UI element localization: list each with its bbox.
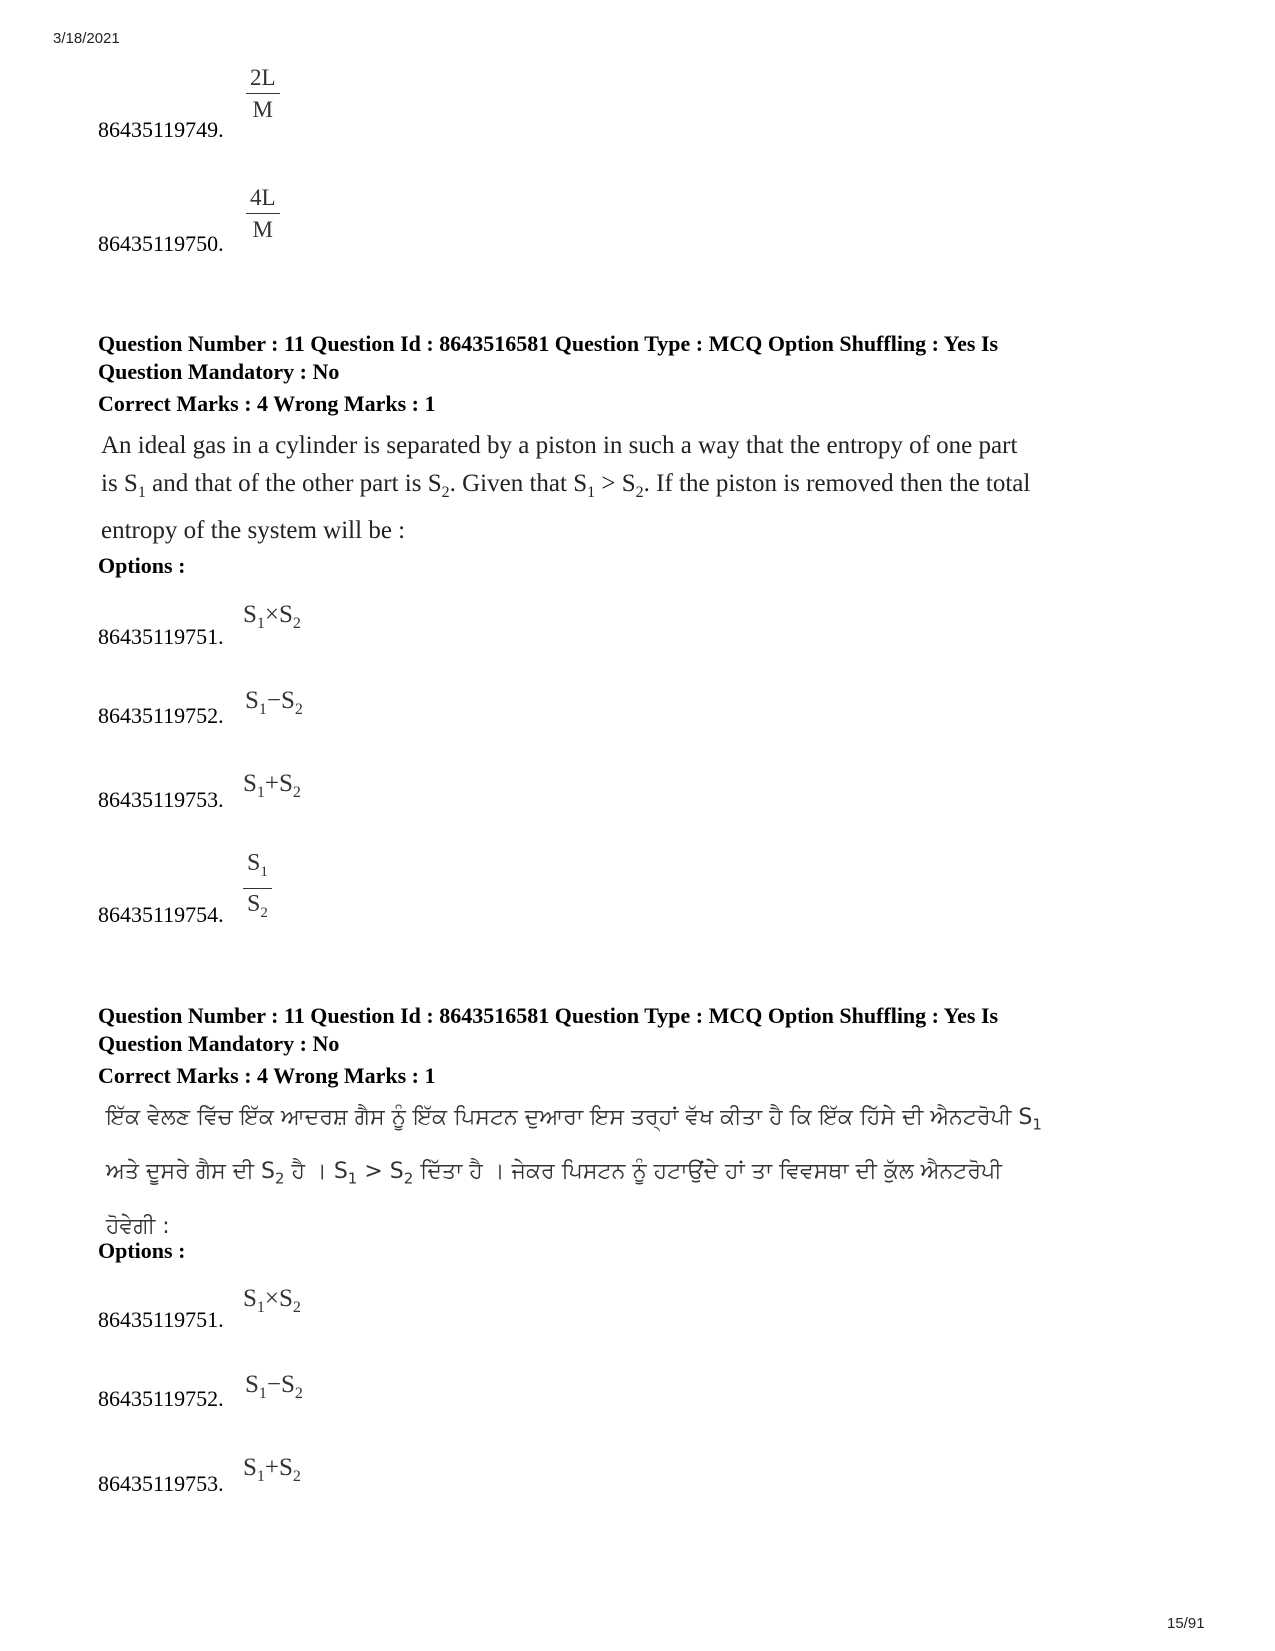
option-id: 86435119752. [98, 1386, 224, 1411]
print-date: 3/18/2021 [53, 30, 120, 47]
question-meta [98, 1002, 998, 1090]
option-id: 86435119753. [98, 787, 224, 812]
options-label: Options : [98, 553, 186, 578]
page-number: 15/91 [1167, 1615, 1205, 1632]
question-text-line: is $S_1$ and that of the other part is $S_2$. Given that $S_1 > S_2$. If the piston is removed then the total [101, 470, 1031, 501]
option-id: 86435119754. [98, 902, 224, 927]
question-marks: Correct Marks : 4 Wrong Marks : 1 [98, 1063, 436, 1088]
option-id: 86435119749. [98, 117, 224, 142]
option-expression: $S_1-S_2$ [245, 1371, 303, 1402]
option-expression: $S_1\times S_2$ [243, 601, 301, 632]
question-text-line: entropy of the system will be : [101, 517, 406, 544]
option-fraction [246, 184, 280, 243]
question-text [106, 1094, 1166, 1251]
question-meta-line: Question Mandatory : No [98, 359, 340, 384]
option-expression: $S_1\times S_2$ [243, 1285, 301, 1316]
question-text-line: An ideal gas in a cylinder is separated by a piston in such a way that the entropy of one part [101, 432, 1018, 459]
fraction-denominator: M [252, 217, 273, 242]
question-text [101, 427, 1161, 550]
option-fraction [246, 64, 280, 123]
question-meta [98, 330, 998, 418]
option-id: 86435119751. [98, 1307, 224, 1332]
question-text-line: ਹੋਵੇਗੀ : [106, 1213, 170, 1239]
question-text-line: ਇੱਕ ਵੇਲਣ ਵਿੱਚ ਇੱਕ ਆਦਰਸ਼ ਗੈਸ ਨੂੰ ਇੱਕ ਪਿਸਟਨ ਦੁਆਰਾ ਇਸ ਤਰ੍ਹਾਂ ਵੱਖ ਕੀਤਾ ਹੈ ਕਿ ਇੱਕ ਹਿੱਸੇ ਦੀ ਐਨਟਰੋਪੀ $S_1$ [106, 1105, 1042, 1134]
question-meta-line: Question Number : 11 Question Id : 8643516581 Question Type : MCQ Option Shuffling : Yes Is [98, 331, 999, 356]
question-marks: Correct Marks : 4 Wrong Marks : 1 [98, 391, 436, 416]
fraction-numerator: 4L [246, 184, 280, 214]
option-fraction [243, 850, 272, 927]
option-id: 86435119750. [98, 231, 224, 256]
question-text-line: ਅਤੇ ਦੂਸਰੇ ਗੈਸ ਦੀ $S_2$ ਹੈ । $S_1 > S_2$ ਦਿੱਤਾ ਹੈ । ਜੇਕਰ ਪਿਸਟਨ ਨੂੰ ਹਟਾਉਂਦੇ ਹਾਂ ਤਾ ਵਿਵਸਥਾ ਦੀ ਕੁੱਲ ਐਨਟਰੋਪੀ [106, 1159, 1002, 1188]
question-meta-line: Question Number : 11 Question Id : 8643516581 Question Type : MCQ Option Shuffling : Yes Is [98, 1003, 999, 1028]
question-meta-line: Question Mandatory : No [98, 1031, 340, 1056]
options-label: Options : [98, 1238, 186, 1263]
fraction-denominator: $S_2$ [247, 890, 268, 921]
option-expression: $S_1-S_2$ [245, 687, 303, 718]
option-id: 86435119753. [98, 1471, 224, 1496]
option-id: 86435119751. [98, 624, 224, 649]
fraction-denominator: M [252, 97, 273, 122]
option-expression: $S_1+S_2$ [243, 1454, 301, 1485]
option-id: 86435119752. [98, 703, 224, 728]
fraction-numerator: 2L [246, 64, 280, 94]
fraction-numerator: $S_1$ [243, 850, 272, 889]
option-expression: $S_1+S_2$ [243, 770, 301, 801]
